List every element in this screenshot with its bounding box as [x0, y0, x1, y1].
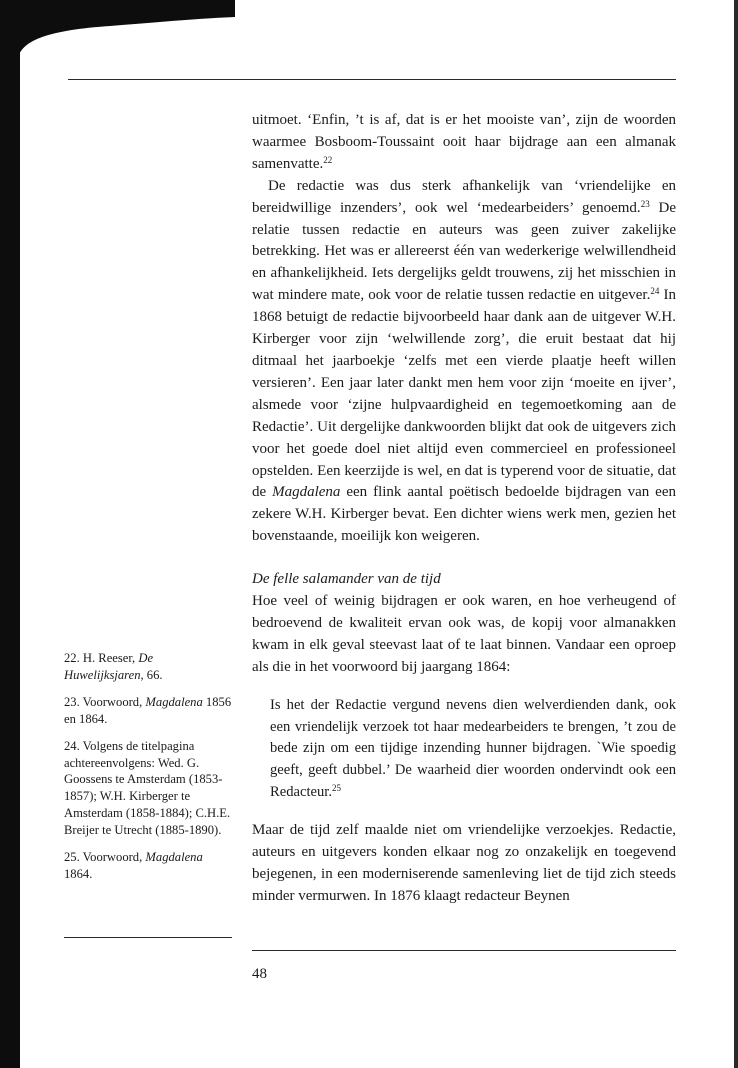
header-rule [68, 79, 676, 80]
footer-rule [252, 950, 676, 951]
section-heading: De felle salamander van de tijd [252, 571, 441, 588]
scan-right-edge [734, 0, 738, 1068]
main-text-column [252, 110, 676, 908]
paragraph-1: uitmoet. ‘Enfin, ’t is af, dat is er het mooiste van’, zijn de woorden waarmee Bosboom-Toussaint ooit haar bijdrage aan een almanak samenvatte.$^{22}$ [252, 112, 676, 172]
footnote-ref-22[interactable]: 22 [323, 154, 333, 165]
block-quote: Is het der Redactie vergund nevens dien welverdienden dank, ook een vriendelijk verzoek tot haar medearbeiders te brengen, ’t zou de bede zijn om een tijdige inzending hunner bijdragen. `Wie spoedig geeft, geeft dubbel.’ De waarheid dier woorden ondervindt ook een Redacteur.$^{25}$ [270, 696, 676, 801]
scan-spine-edge [0, 0, 20, 1068]
footnotes-column [64, 650, 232, 893]
footnotes-rule [64, 937, 232, 938]
scan-page-curl [0, 0, 235, 58]
footnote-24: 24. Volgens de titelpagina achtereenvolgens: Wed. G. Goossens te Amsterdam (1853-1857); W.H. Kirberger te Amsterdam (1858-1884); C.H.E. Breijer te Utrecht (1885-1890). [64, 738, 231, 838]
page-number: 48 [252, 966, 267, 982]
footnote-23: 23. Voorwoord, Magdalena 1856 en 1864. [64, 694, 232, 726]
footnote-ref-23[interactable]: 23 [640, 198, 650, 209]
paragraph-2: De redactie was dus sterk afhankelijk van ‘vriendelijke en bereidwillige inzenders’, ook wel ‘medearbeiders’ genoemd.$^{23}$ De relatie tussen redactie en auteurs was geen zuiver zakelijke betrekking. Het was er allereerst één van wederkerige welwillendheid en afhankelijkheid. Iets dergelijks geldt trouwens, zij het misschien in wat mindere mate, ook voor de relatie tussen redactie en uitgever.$^{24}$ In 1868 betuigt de redactie bijvoorbeeld haar dank aan de uitgever W.H. Kirberger voor zijn ‘welwillende zorg’, die eruit bestaat dat hij ditmaal het jaarboekje ‘zelfs met een vierde plaatje heeft willen versieren’. Een jaar later dankt men hem voor zijn ‘moeite en ijver’, alsmede voor ‘zijne hulpvaardigheid en tegemoetkoming aan de Redactie’. Uit dergelijke dankwoorden blijkt dat ook de uitgevers zich voor het goede doel niet altijd even commercieel en professioneel opstelden. Een keerzijde is wel, en dat is typerend voor de situatie, dat de Magdalena een flink aantal poëtisch bedoelde bijdragen van een zekere W.H. Kirberger bevat. Een dichter wiens werk men, gezien het bovenstaande, moeilijk kon weigeren. [252, 177, 677, 545]
paragraph-4: Maar de tijd zelf maalde niet om vriendelijke verzoekjes. Redactie, auteurs en uitgevers konden elkaar nog zo onzakelijk en toegevend bejegenen, in een moderniserende samenleving liet de tijd zich steeds minder vermurwen. In 1876 klaagt redacteur Beynen [252, 822, 676, 904]
footnote-ref-24[interactable]: 24 [650, 286, 660, 297]
footnote-ref-25[interactable]: 25 [332, 783, 341, 794]
paragraph-3: Hoe veel of weinig bijdragen er ook waren, en hoe verheugend of bedroevend de kwaliteit ervan ook was, de kopij voor almanakken kwam in elk geval steevast laat of te laat binnen. Vandaar een oproep als die in het voorwoord bij jaargang 1864: [252, 593, 676, 675]
footnote-22: 22. H. Reeser, De Huwelijksjaren, 66. [64, 651, 163, 682]
footnote-25: 25. Voorwoord, Magdalena 1864. [64, 850, 203, 881]
